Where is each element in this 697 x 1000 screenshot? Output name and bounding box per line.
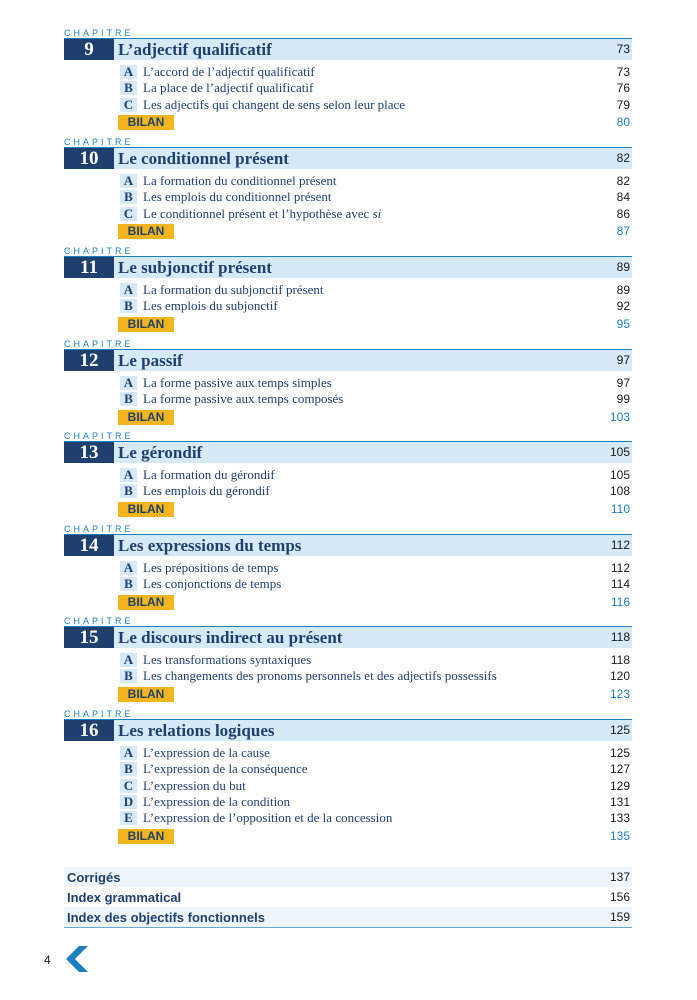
section-row[interactable] — [120, 391, 632, 407]
section-title-text: L’accord de l’adjectif qualificatif — [143, 64, 315, 79]
section-letter: A — [120, 283, 137, 297]
section-title — [143, 64, 315, 80]
section-row[interactable] — [120, 576, 632, 592]
section-row[interactable] — [120, 189, 632, 205]
section-letter: A — [120, 376, 137, 390]
chapter-heading[interactable] — [64, 349, 632, 371]
section-letter: E — [120, 811, 137, 825]
chapter-heading[interactable] — [64, 147, 632, 169]
chapter-number: 15 — [64, 627, 114, 648]
chapter-heading[interactable] — [64, 256, 632, 278]
section-title-text: La formation du subjonctif présent — [143, 282, 324, 297]
chapter-page: 112 — [610, 538, 630, 552]
section-letter: A — [120, 65, 137, 79]
chapter-title: Les relations logiques — [118, 721, 275, 740]
bilan-row[interactable] — [118, 114, 630, 130]
annex-page: 156 — [609, 890, 630, 904]
chapter-title: Le passif — [118, 351, 183, 370]
chapter-title: Les expressions du temps — [118, 536, 302, 555]
section-page: 86 — [616, 206, 630, 221]
section-title-text: Les transformations syntaxiques — [143, 652, 312, 667]
bilan-badge: BILAN — [118, 502, 174, 517]
chapter-label: CHAPITRE — [64, 524, 134, 534]
section-title-text: Les conjonctions de temps — [143, 576, 282, 592]
chapter-page: 125 — [609, 723, 630, 737]
section-letter: A — [120, 468, 137, 482]
annex-row[interactable] — [64, 887, 632, 908]
annex-title: Index grammatical — [67, 890, 182, 905]
section-title-text: Les emplois du gérondif — [143, 483, 270, 499]
section-title-text: La forme passive aux temps composés — [143, 391, 344, 407]
section-row[interactable] — [120, 794, 632, 810]
section-title-text: La formation du conditionnel présent — [143, 173, 337, 188]
bilan-row[interactable] — [118, 409, 630, 425]
annex-title: Index des objectifs fonctionnels — [67, 910, 265, 925]
chapter-page: 105 — [609, 445, 630, 459]
section-letter: C — [120, 98, 137, 112]
chapter-number: 13 — [64, 442, 114, 463]
section-letter: B — [120, 392, 137, 406]
chapter-heading[interactable] — [64, 534, 632, 556]
section-row[interactable] — [120, 778, 632, 794]
chapter-label: CHAPITRE — [64, 339, 134, 349]
chapter-title: Le discours indirect au présent — [118, 628, 343, 647]
section-letter: B — [120, 762, 137, 776]
section-page: 89 — [616, 283, 630, 297]
section-title — [143, 483, 270, 499]
annex-page: 159 — [609, 910, 630, 924]
bilan-badge: BILAN — [118, 410, 174, 425]
section-title — [143, 794, 290, 810]
section-title — [143, 391, 343, 407]
chapter-number: 14 — [64, 535, 114, 556]
bilan-row[interactable] — [118, 594, 630, 610]
chevron-left-icon — [66, 946, 90, 972]
chapter-label: CHAPITRE — [64, 709, 134, 719]
section-title — [143, 576, 281, 592]
section-title — [143, 778, 246, 794]
bilan-page: 95 — [616, 316, 630, 331]
bilan-badge: BILAN — [118, 115, 174, 130]
section-page: 82 — [616, 174, 630, 188]
section-title — [143, 282, 324, 298]
section-row[interactable] — [120, 483, 632, 499]
section-title — [143, 97, 405, 113]
bilan-row[interactable] — [118, 686, 630, 702]
page-number: 4 — [44, 953, 51, 967]
section-title — [143, 189, 331, 205]
section-title-text: L’expression de l’opposition et de la concession — [143, 810, 393, 826]
chapter-label: CHAPITRE — [64, 137, 134, 147]
bilan-badge: BILAN — [118, 224, 174, 239]
section-title — [143, 375, 332, 391]
section-letter: B — [120, 190, 137, 204]
section-page: 108 — [609, 484, 630, 499]
section-title-text: L’expression de la condition — [143, 793, 291, 809]
chapter-page: 82 — [616, 151, 630, 165]
chapter-number: 9 — [64, 39, 114, 60]
section-letter: B — [120, 577, 137, 591]
bilan-badge: BILAN — [118, 317, 174, 332]
bilan-page: 80 — [616, 114, 630, 129]
section-title — [143, 810, 392, 826]
section-title — [143, 761, 308, 777]
section-title-text: La formation du gérondif — [143, 467, 275, 482]
section-title-text: L’expression de la cause — [143, 745, 270, 760]
section-page: 114 — [610, 577, 630, 592]
chapter-number: 10 — [64, 148, 114, 169]
chapter-label: CHAPITRE — [64, 28, 134, 38]
chapter-label: CHAPITRE — [64, 246, 134, 256]
chapter-title: Le conditionnel présent — [118, 149, 289, 168]
bilan-row[interactable] — [118, 828, 630, 844]
chapter-label: CHAPITRE — [64, 616, 134, 626]
section-row[interactable] — [120, 652, 632, 668]
chapter-title: Le gérondif — [118, 443, 203, 462]
section-row[interactable] — [120, 80, 632, 96]
bilan-badge: BILAN — [118, 595, 174, 610]
section-title — [143, 206, 381, 222]
section-row[interactable] — [120, 173, 632, 189]
bilan-row[interactable] — [118, 501, 630, 517]
section-title-text: Les emplois du conditionnel présent — [143, 189, 332, 205]
section-row[interactable] — [120, 745, 632, 761]
chapter-heading[interactable] — [64, 719, 632, 741]
section-page: 129 — [609, 778, 630, 793]
section-letter: B — [120, 484, 137, 498]
chapter-page: 118 — [610, 630, 630, 644]
bilan-badge: BILAN — [118, 687, 174, 702]
section-row[interactable] — [120, 298, 632, 314]
section-row[interactable] — [120, 375, 632, 391]
section-page: 79 — [616, 97, 630, 112]
chapter-label: CHAPITRE — [64, 431, 134, 441]
bilan-page: 87 — [616, 223, 630, 238]
section-letter: A — [120, 174, 137, 188]
section-row[interactable] — [120, 206, 632, 222]
section-row[interactable] — [120, 467, 632, 483]
section-letter: C — [120, 207, 137, 221]
bilan-row[interactable] — [118, 316, 630, 332]
chapter-number: 12 — [64, 350, 114, 371]
section-title-text: Les emplois du subjonctif — [143, 298, 278, 314]
section-page: 92 — [616, 299, 630, 314]
annex-title: Corrigés — [67, 870, 121, 885]
section-row[interactable] — [120, 810, 632, 826]
section-title-text: L’expression du but — [143, 777, 246, 793]
section-letter: A — [120, 653, 137, 667]
section-row[interactable] — [120, 761, 632, 777]
section-letter: B — [120, 81, 137, 95]
chapter-number: 16 — [64, 720, 114, 741]
section-title — [143, 745, 270, 761]
section-title-text: L’expression de la conséquence — [143, 761, 308, 777]
chapter-title: L’adjectif qualificatif — [118, 40, 272, 59]
chapter-page: 97 — [616, 353, 630, 367]
section-page: 133 — [609, 811, 630, 826]
annex-row[interactable] — [64, 907, 632, 928]
section-letter: A — [120, 746, 137, 760]
section-page: 84 — [616, 190, 630, 205]
chapter-page: 73 — [616, 42, 630, 56]
bilan-page: 135 — [609, 828, 630, 843]
section-letter: D — [120, 795, 137, 809]
section-row[interactable] — [120, 282, 632, 298]
section-page: 125 — [609, 746, 630, 760]
section-title — [143, 652, 311, 668]
annex-row[interactable] — [64, 867, 632, 888]
section-letter: A — [120, 561, 137, 575]
chapter-page: 89 — [616, 260, 630, 274]
section-title-italic: si — [372, 205, 382, 221]
bilan-page: 103 — [609, 409, 630, 424]
section-title — [143, 668, 497, 684]
section-page: 105 — [609, 468, 630, 482]
bilan-page: 123 — [609, 686, 630, 701]
section-row[interactable] — [120, 64, 632, 80]
section-page: 76 — [616, 81, 630, 96]
section-page: 131 — [609, 794, 630, 809]
section-letter: B — [120, 669, 137, 683]
section-letter: B — [120, 299, 137, 313]
section-title — [143, 467, 275, 483]
section-page: 73 — [616, 65, 630, 79]
bilan-row[interactable] — [118, 223, 630, 239]
section-row[interactable] — [120, 668, 632, 684]
section-title — [143, 80, 313, 96]
chapter-number: 11 — [64, 257, 114, 278]
section-page: 120 — [609, 669, 630, 684]
bilan-page: 110 — [610, 501, 630, 516]
section-title — [143, 560, 278, 576]
section-row[interactable] — [120, 560, 632, 576]
section-page: 127 — [609, 762, 630, 777]
chapter-heading[interactable] — [64, 441, 632, 463]
section-title-text: La forme passive aux temps simples — [143, 375, 332, 390]
chapter-title: Le subjonctif présent — [118, 258, 272, 277]
section-row[interactable] — [120, 97, 632, 113]
section-title-text: Le conditionnel présent et l’hypothèse avec — [143, 205, 370, 221]
bilan-badge: BILAN — [118, 829, 174, 844]
section-title — [143, 298, 278, 314]
annex-page: 137 — [609, 870, 630, 884]
section-letter: C — [120, 779, 137, 793]
section-title-text: La place de l’adjectif qualificatif — [143, 80, 314, 96]
section-page: 99 — [616, 392, 630, 407]
section-page: 97 — [616, 376, 630, 390]
chapter-heading[interactable] — [64, 38, 632, 60]
section-title-text: Les changements des pronoms personnels et des adjectifs possessifs — [143, 668, 497, 684]
section-page: 112 — [610, 561, 630, 575]
section-title-text: Les adjectifs qui changent de sens selon leur place — [143, 96, 406, 112]
chapter-heading[interactable] — [64, 626, 632, 648]
section-page: 118 — [610, 653, 630, 667]
bilan-page: 116 — [610, 594, 630, 609]
section-title — [143, 173, 337, 189]
section-title-text: Les prépositions de temps — [143, 560, 279, 575]
